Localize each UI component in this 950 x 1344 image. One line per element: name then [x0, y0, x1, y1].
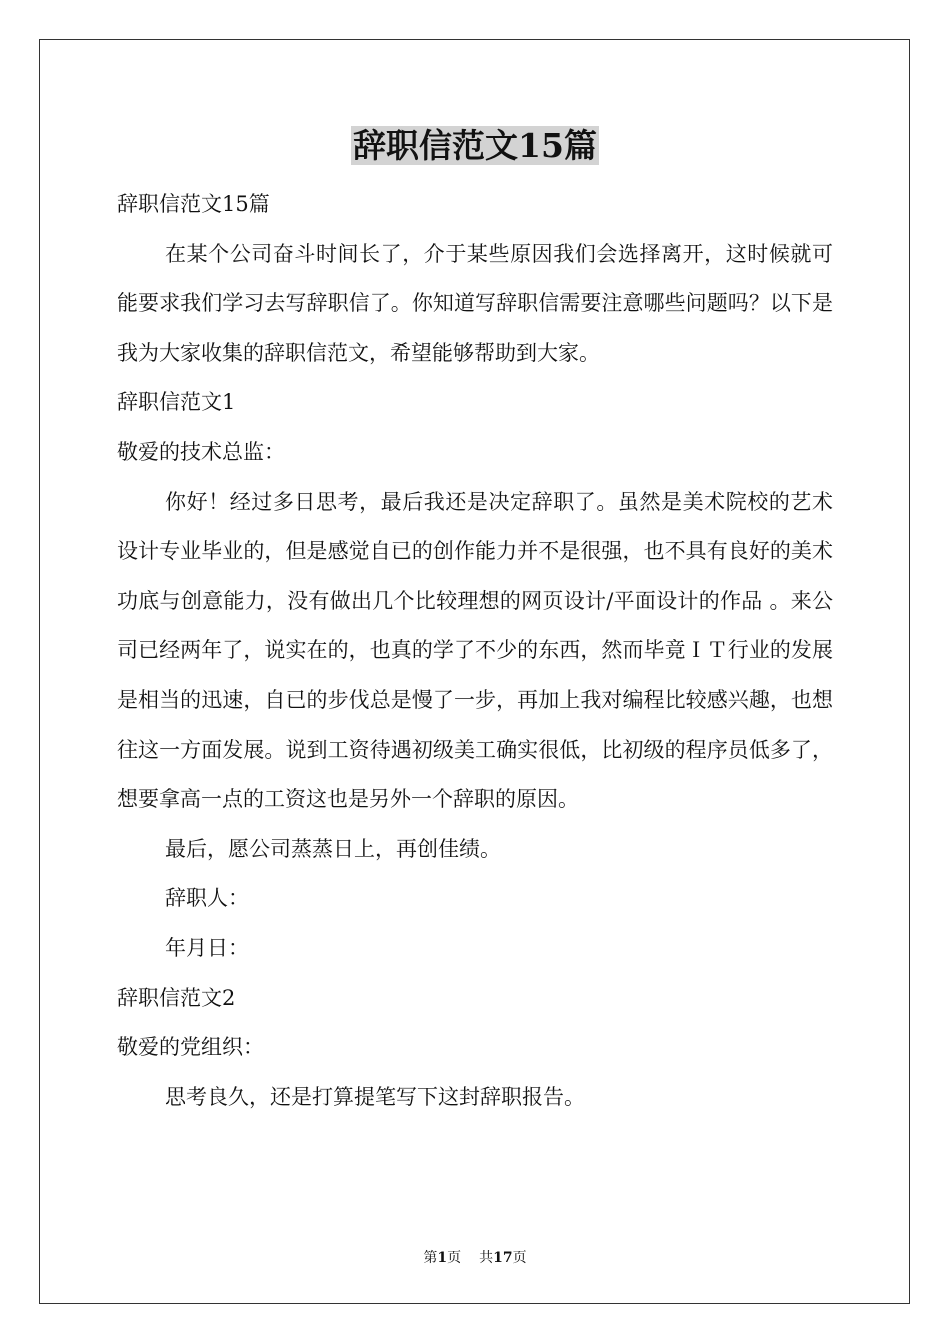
date-label-1: 年月日：	[165, 935, 249, 960]
document-title-text: 辞职信范文15篇	[353, 126, 597, 165]
footer-page-prefix: 第	[423, 1250, 438, 1266]
signature-label-1: 辞职人：	[165, 886, 249, 911]
letter-body-1: 你好！经过多日思考，最后我还是决定辞职了。虽然是美术院校的艺术设计专业毕业的，但是感觉自已的创作能力并不是很强，也不具有良好的美术功底与创意能力，没有做出几个比较理想的网页设计/平面设计的作品 。来公司已经两年了，说实在的，也真的学了不少的东西，然而毕竟ＩＴ行业的发展是相当的迅速，自已的步伐总是慢了一步，再加上我对编程比较感兴趣，也想往这一方面发展。说到工资待遇初级美工确实很低，比初级的程序员低多了，想要拿高一点的工资这也是另外一个辞职的原因。	[117, 489, 833, 812]
subtitle-line: 辞职信范文15篇	[117, 192, 270, 216]
salutation-2: 敬爱的党组织：	[117, 1035, 264, 1060]
salutation-1: 敬爱的技术总监：	[117, 439, 285, 464]
document-body	[117, 180, 833, 1122]
page-footer	[0, 1248, 950, 1268]
footer-page-current: 1	[437, 1250, 448, 1266]
footer-total-unit: 页	[512, 1250, 527, 1266]
footer-total-prefix: 共	[479, 1250, 494, 1266]
letter-body-2: 思考良久，还是打算提笔写下这封辞职报告。	[165, 1084, 585, 1109]
section-heading-1: 辞职信范文1	[117, 390, 236, 415]
document-title	[0, 124, 950, 168]
closing-wish-1: 最后，愿公司蒸蒸日上，再创佳绩。	[165, 836, 501, 861]
footer-page-total: 17	[493, 1250, 513, 1266]
section-heading-2: 辞职信范文2	[117, 985, 236, 1010]
intro-paragraph: 在某个公司奋斗时间长了，介于某些原因我们会选择离开，这时候就可能要求我们学习去写辞职信了。你知道写辞职信需要注意哪些问题吗？以下是我为大家收集的辞职信范文，希望能够帮助到大家。	[117, 241, 833, 365]
footer-page-unit: 页	[447, 1250, 462, 1266]
